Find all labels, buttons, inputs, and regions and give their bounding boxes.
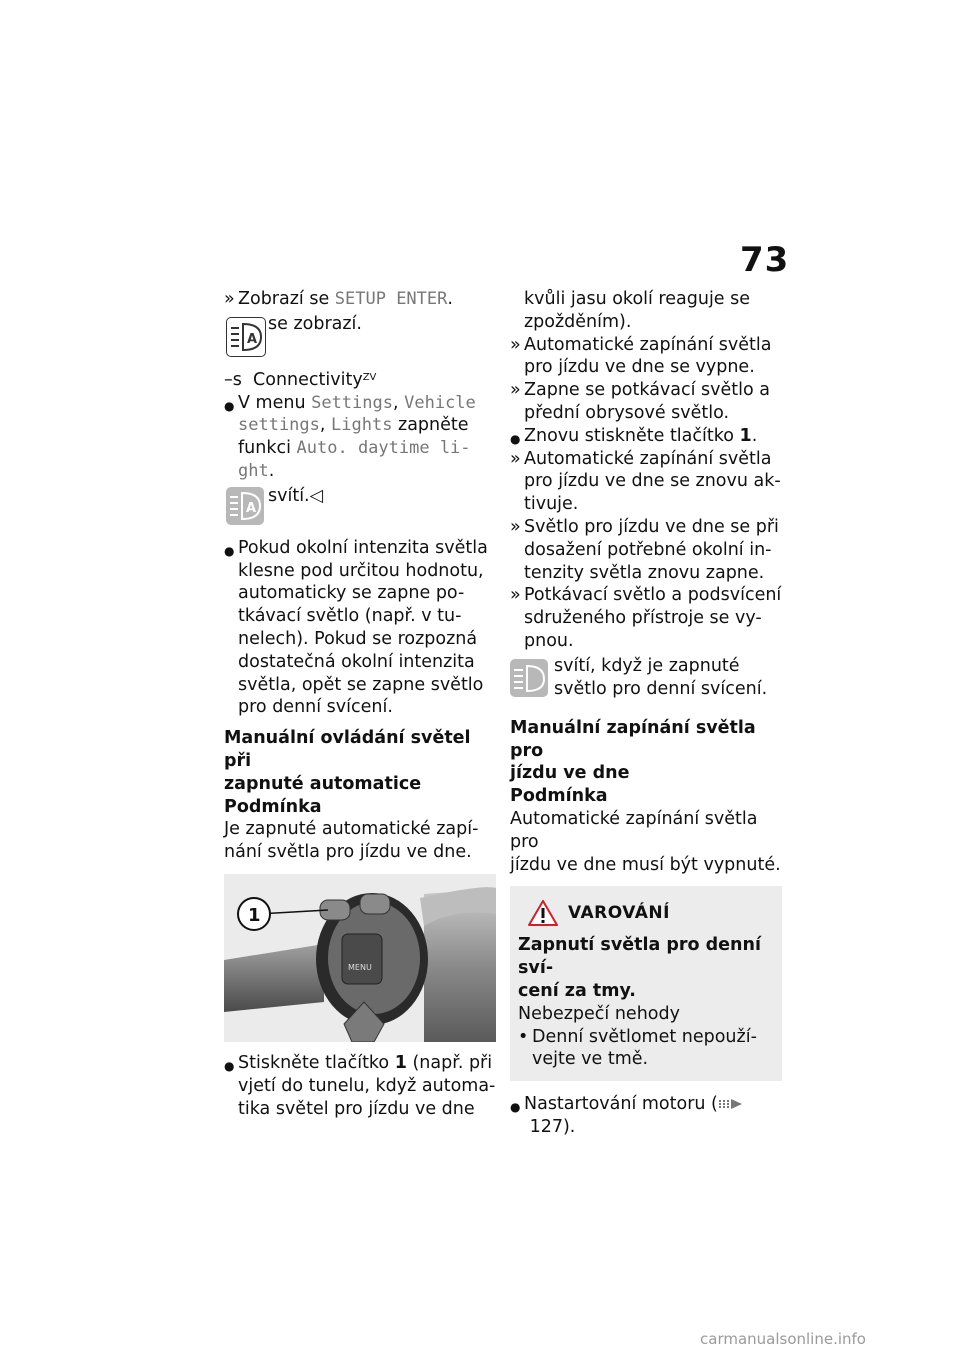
page-reference-arrow-icon — [718, 1098, 744, 1110]
svg-text:A: A — [246, 500, 257, 516]
step-bullet: ● Pokud okolní intenzita světla klesne pod určitou hodnotu, automaticky se zapne po- tkávací světlo (např. v tu- nelech). Pokud se rozpozná dostatečná okolní intenzita světla, opět se zapne světlo pro denní svícení. — [224, 537, 488, 718]
watermark: carmanualsonline.info — [700, 1330, 866, 1348]
condition-body: Je zapnuté automatické zapí- nání světla pro jízdu ve dne. — [224, 819, 479, 863]
end-marker: ◁ — [309, 485, 324, 506]
step-bullet: ● Stiskněte tlačítko 1 (např. při vjetí do tunelu, když automa- tika světel pro jízdu ve dne — [224, 1052, 496, 1119]
indicator-row — [224, 485, 496, 533]
condition-body: Automatické zapínání světla pro jízdu ve dne musí být vypnuté. — [510, 808, 781, 875]
page-reference[interactable]: 127 — [529, 1116, 563, 1137]
result-line: » Potkávací světlo a podsvícení sdruženého přístroje se vy- pnou. — [510, 585, 782, 651]
continued-text: kvůli jasu okolí reaguje se zpožděním). — [524, 289, 751, 332]
condition-line: –s Connectivity$^{ZV}$ — [224, 369, 377, 390]
section-heading: Manuální zapínání světla pro jízdu ve dne — [510, 717, 756, 784]
step-bullet: ● Znovu stiskněte tlačítko 1. — [510, 425, 758, 446]
step-bullet: ● V menu Settings, Vehicle settings, Lights zapněte funkci Auto. daytime li- ght. — [224, 392, 476, 481]
condition-heading: Podmínka — [224, 796, 322, 817]
svg-text:1: 1 — [248, 904, 261, 926]
auto-light-setup-icon — [226, 317, 266, 357]
result-line: » Automatické zapínání světla pro jízdu ve dne se vypne. — [510, 334, 772, 378]
auto-light-icon — [226, 487, 264, 525]
result-line: » Světlo pro jízdu ve dne se při dosažení potřebné okolní in- tenzity světla znovu zapne. — [510, 516, 779, 583]
handlebar-switch-photo — [224, 874, 496, 1042]
section-heading: Manuální ovládání světel při zapnuté automatice — [224, 728, 471, 794]
column-right — [510, 288, 782, 1139]
page-number: 73 — [740, 240, 790, 280]
indicator-row — [224, 313, 496, 361]
warning-box — [510, 886, 782, 1081]
step-bullet: ● Nastartování motoru ( 127). — [510, 1093, 782, 1139]
result-line: » Zapne se potkávací světlo a přední obrysové světlo. — [510, 380, 770, 423]
warning-title: VAROVÁNÍ — [568, 903, 670, 924]
warning-hazard: Nebezpečí nehody — [518, 1003, 680, 1024]
warning-header — [518, 900, 774, 926]
column-left — [224, 288, 496, 1120]
result-line: » Zobrazí se SETUP ENTER. — [224, 289, 453, 309]
display-text: SETUP ENTER — [334, 289, 448, 309]
daytime-light-icon — [510, 659, 548, 697]
warning-heading: Zapnutí světla pro denní sví- cení za tmy. — [518, 935, 761, 1001]
indicator-text: svítí, když je zapnuté světlo pro denní svícení. — [554, 655, 768, 699]
result-marker: » — [224, 289, 235, 309]
indicator-text: se zobrazí. — [268, 313, 362, 334]
warning-triangle-icon — [528, 900, 558, 926]
svg-text:A: A — [247, 331, 258, 347]
result-line: » Automatické zapínání světla pro jízdu ve dne se znovu ak- tivuje. — [510, 448, 781, 515]
condition-heading: Podmínka — [510, 786, 608, 807]
indicator-row — [510, 655, 782, 707]
svg-text:MENU: MENU — [348, 962, 372, 972]
indicator-text: svítí.◁ — [268, 485, 324, 506]
warning-item: • Denní světlomet nepouží- vejte ve tmě. — [518, 1026, 757, 1070]
